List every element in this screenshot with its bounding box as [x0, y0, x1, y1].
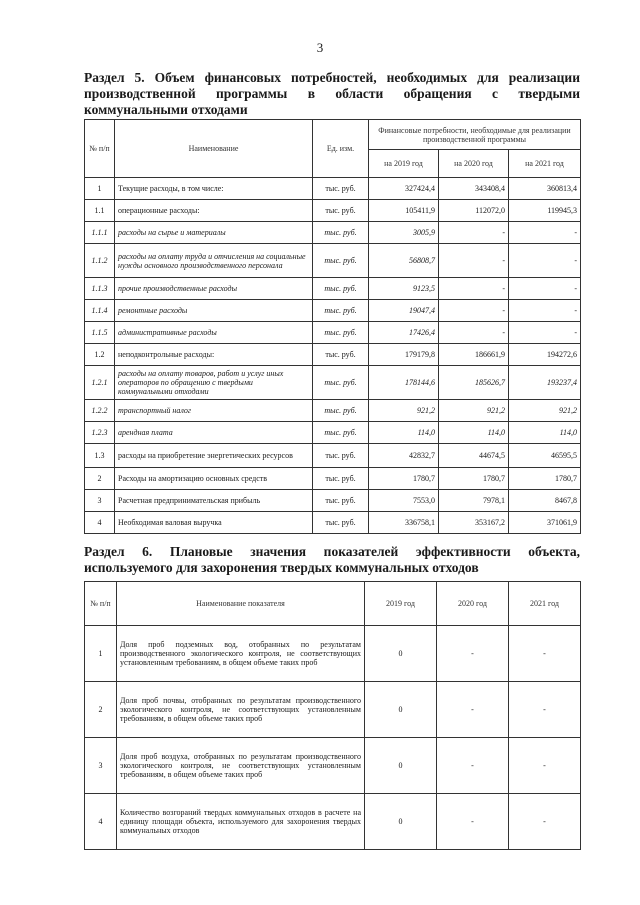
row-unit: тыс. руб.: [313, 422, 369, 444]
row-name: расходы на оплату труда и отчисления на социальные нужды основного производственного персонала: [115, 244, 313, 278]
row-num: 1.2: [85, 344, 115, 366]
row-name: Доля проб почвы, отобранных по результатам производственного экологического контроля, не соответствующих установленным требованиям, в общем объеме таких проб: [117, 682, 365, 738]
value-2021: -: [509, 322, 581, 344]
value-2020: -: [437, 682, 509, 738]
value-2019: 921,2: [369, 400, 439, 422]
value-2021: -: [509, 794, 581, 850]
section-5-title: Раздел 5. Объем финансовых потребностей, необходимых для реализации производственной программы в области обращения с твердыми коммунальными отходами: [84, 70, 580, 117]
row-num: 1.1.4: [85, 300, 115, 322]
table-row: [85, 344, 581, 366]
page-number: 3: [316, 40, 324, 55]
value-2021: -: [509, 278, 581, 300]
row-name: неподконтрольные расходы:: [115, 344, 313, 366]
row-num: 3: [85, 738, 117, 794]
row-unit: тыс. руб.: [313, 512, 369, 534]
row-num: 1.1.2: [85, 244, 115, 278]
header-unit: Ед. изм.: [313, 120, 369, 178]
row-unit: тыс. руб.: [313, 278, 369, 300]
row-num: 2: [85, 468, 115, 490]
value-2020: -: [439, 322, 509, 344]
header-2020: 2020 год: [437, 582, 509, 626]
row-name: ремонтные расходы: [115, 300, 313, 322]
row-unit: тыс. руб.: [313, 468, 369, 490]
table-row: [85, 468, 581, 490]
value-2020: -: [437, 626, 509, 682]
row-name: транспортный налог: [115, 400, 313, 422]
header-2021: на 2021 год: [509, 150, 581, 178]
table-row: [85, 178, 581, 200]
value-2019: 9123,5: [369, 278, 439, 300]
value-2020: -: [439, 278, 509, 300]
row-name: прочие производственные расходы: [115, 278, 313, 300]
value-2020: -: [437, 738, 509, 794]
value-2021: 8467,8: [509, 490, 581, 512]
value-2020: 114,0: [439, 422, 509, 444]
header-2020: на 2020 год: [439, 150, 509, 178]
value-2020: 343408,4: [439, 178, 509, 200]
row-num: 4: [85, 794, 117, 850]
table-row: [85, 222, 581, 244]
row-num: 1.3: [85, 444, 115, 468]
value-2020: 186661,9: [439, 344, 509, 366]
value-2019: 0: [365, 626, 437, 682]
value-2019: 19047,4: [369, 300, 439, 322]
table-row: [85, 682, 581, 738]
value-2020: -: [437, 794, 509, 850]
value-2019: 114,0: [369, 422, 439, 444]
value-2021: 114,0: [509, 422, 581, 444]
row-name: расходы на приобретение энергетических ресурсов: [115, 444, 313, 468]
header-2021: 2021 год: [509, 582, 581, 626]
table-row: [85, 444, 581, 468]
header-2019: на 2019 год: [369, 150, 439, 178]
value-2021: -: [509, 244, 581, 278]
row-unit: тыс. руб.: [313, 222, 369, 244]
row-name: Расчетная предпринимательская прибыль: [115, 490, 313, 512]
row-num: 2: [85, 682, 117, 738]
row-name: Расходы на амортизацию основных средств: [115, 468, 313, 490]
value-2021: 46595,5: [509, 444, 581, 468]
table-row: [85, 794, 581, 850]
value-2019: 0: [365, 682, 437, 738]
value-2021: -: [509, 222, 581, 244]
row-unit: тыс. руб.: [313, 322, 369, 344]
row-name: Количество возгораний твердых коммунальных отходов в расчете на единицу площади объекта, используемого для захоронения твердых коммунальных отходов: [117, 794, 365, 850]
value-2019: 1780,7: [369, 468, 439, 490]
financial-needs-table: [84, 119, 581, 534]
table-row: [85, 400, 581, 422]
value-2019: 42832,7: [369, 444, 439, 468]
row-num: 1.2.2: [85, 400, 115, 422]
header-num: № п/п: [85, 582, 117, 626]
header-name: Наименование: [115, 120, 313, 178]
section-6-title: Раздел 6. Плановые значения показателей эффективности объекта, используемого для захоронения твердых коммунальных отходов: [84, 544, 580, 575]
row-unit: тыс. руб.: [313, 178, 369, 200]
row-name: Доля проб подземных вод, отобранных по результатам производственного экологического контроля, не соответствующих установленным требованиям, в общем объеме таких проб: [117, 626, 365, 682]
row-num: 1: [85, 626, 117, 682]
value-2019: 105411,9: [369, 200, 439, 222]
value-2020: 921,2: [439, 400, 509, 422]
value-2019: 178144,6: [369, 366, 439, 400]
table-row: [85, 626, 581, 682]
table-row: [85, 738, 581, 794]
row-num: 1.1.5: [85, 322, 115, 344]
row-num: 1.1.1: [85, 222, 115, 244]
value-2020: -: [439, 300, 509, 322]
value-2020: 1780,7: [439, 468, 509, 490]
row-unit: тыс. руб.: [313, 244, 369, 278]
row-num: 1.1: [85, 200, 115, 222]
table-row: [85, 422, 581, 444]
table-row: [85, 244, 581, 278]
value-2020: -: [439, 244, 509, 278]
value-2021: 194272,6: [509, 344, 581, 366]
value-2020: 44674,5: [439, 444, 509, 468]
table-row: [85, 200, 581, 222]
row-name: операционные расходы:: [115, 200, 313, 222]
header-num: № п/п: [85, 120, 115, 178]
value-2019: 336758,1: [369, 512, 439, 534]
value-2020: 185626,7: [439, 366, 509, 400]
efficiency-indicators-table: [84, 581, 581, 850]
value-2021: -: [509, 626, 581, 682]
table-row: [85, 490, 581, 512]
row-num: 3: [85, 490, 115, 512]
value-2021: 1780,7: [509, 468, 581, 490]
table-row: [85, 300, 581, 322]
row-unit: тыс. руб.: [313, 400, 369, 422]
value-2020: 353167,2: [439, 512, 509, 534]
row-unit: тыс. руб.: [313, 490, 369, 512]
table-row: [85, 366, 581, 400]
value-2020: 112072,0: [439, 200, 509, 222]
value-2021: -: [509, 300, 581, 322]
row-name: Текущие расходы, в том числе:: [115, 178, 313, 200]
value-2019: 179179,8: [369, 344, 439, 366]
value-2021: 921,2: [509, 400, 581, 422]
row-num: 1.2.1: [85, 366, 115, 400]
row-num: 1.1.3: [85, 278, 115, 300]
table-row: [85, 278, 581, 300]
row-name: расходы на оплату товаров, работ и услуг иных операторов по обращению с твердыми коммунальными отходами: [115, 366, 313, 400]
value-2021: 119945,3: [509, 200, 581, 222]
row-num: 1: [85, 178, 115, 200]
value-2021: 371061,9: [509, 512, 581, 534]
row-name: расходы на сырье и материалы: [115, 222, 313, 244]
value-2020: -: [439, 222, 509, 244]
row-num: 1.2.3: [85, 422, 115, 444]
value-2019: 17426,4: [369, 322, 439, 344]
row-name: административные расходы: [115, 322, 313, 344]
value-2020: 7978,1: [439, 490, 509, 512]
header-name: Наименование показателя: [117, 582, 365, 626]
row-unit: тыс. руб.: [313, 300, 369, 322]
value-2019: 56808,7: [369, 244, 439, 278]
value-2019: 7553,0: [369, 490, 439, 512]
table-row: [85, 512, 581, 534]
row-unit: тыс. руб.: [313, 200, 369, 222]
value-2019: 3005,9: [369, 222, 439, 244]
row-num: 4: [85, 512, 115, 534]
row-name: Необходимая валовая выручка: [115, 512, 313, 534]
value-2021: 360813,4: [509, 178, 581, 200]
header-2019: 2019 год: [365, 582, 437, 626]
header-needs: Финансовые потребности, необходимые для реализации производственной программы: [369, 120, 581, 150]
row-unit: тыс. руб.: [313, 444, 369, 468]
row-unit: тыс. руб.: [313, 344, 369, 366]
row-name: Доля проб воздуха, отобранных по результатам производственного экологического контроля, не соответствующих установленным требованиям, в общем объеме таких проб: [117, 738, 365, 794]
value-2019: 0: [365, 794, 437, 850]
value-2021: -: [509, 682, 581, 738]
value-2021: 193237,4: [509, 366, 581, 400]
value-2019: 0: [365, 738, 437, 794]
row-unit: тыс. руб.: [313, 366, 369, 400]
row-name: арендная плата: [115, 422, 313, 444]
value-2021: -: [509, 738, 581, 794]
value-2019: 327424,4: [369, 178, 439, 200]
table-row: [85, 322, 581, 344]
